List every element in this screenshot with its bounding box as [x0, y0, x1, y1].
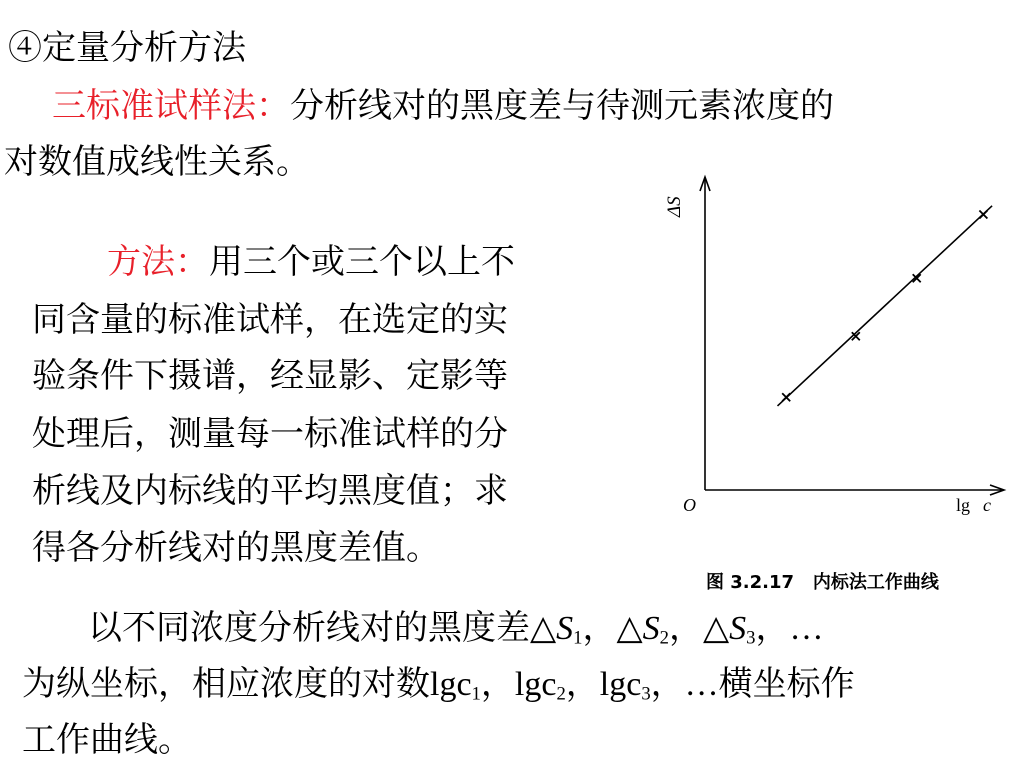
caption-number: 图 3.2.17: [706, 572, 795, 593]
ellipsis-2: …: [684, 666, 719, 703]
method-line-1: [107, 242, 515, 282]
lgc-1: lgc: [430, 666, 472, 703]
intro-text-b: 对数值成线性关系。: [4, 142, 310, 182]
delta-1: △: [530, 608, 557, 648]
sep-1: ，: [582, 608, 617, 648]
bottom-text-2a: 为纵坐标，相应浓度的对数: [22, 664, 430, 704]
method-line-3: [32, 356, 508, 396]
lgc-2: lgc: [514, 666, 557, 703]
method-text-5: 析线及内标线的平均黑度值；求: [32, 471, 508, 511]
s-sub-1: 1: [573, 627, 583, 649]
sep-2: ，: [669, 608, 703, 648]
bottom-text-3: 工作曲线。: [22, 720, 192, 760]
intro-text-a: 分析线对的黑度差与待测元素浓度的: [290, 86, 834, 126]
x-axis-label-main: lg: [956, 495, 971, 515]
y-axis-label: ΔS: [664, 196, 685, 217]
method-label: 方法：: [107, 242, 209, 282]
s-symbol-2: S: [642, 610, 660, 647]
heading: [8, 28, 246, 68]
s-sub-2: 2: [659, 627, 669, 649]
chart-caption: [706, 568, 939, 594]
bottom-line-3: [22, 720, 192, 760]
sep-6: ，: [650, 664, 685, 704]
intro-line-1: [52, 86, 834, 126]
heading-text: ④定量分析方法: [8, 28, 246, 68]
intro-label: 三标准试样法：: [52, 86, 290, 126]
bottom-line-1: [88, 608, 824, 649]
s-sub-3: 3: [746, 627, 756, 649]
bottom-line-2: [22, 664, 855, 705]
method-line-2: [32, 300, 508, 340]
sep-4: ，: [480, 664, 515, 704]
caption-title: 内标法工作曲线: [812, 572, 939, 593]
sep-3: ，: [755, 608, 790, 648]
method-text-6: 得各分析线对的黑度差值。: [32, 528, 440, 568]
s-symbol-3: S: [729, 610, 747, 647]
method-text-3: 验条件下摄谱，经显影、定影等: [32, 356, 508, 396]
lgc-sub-3: 3: [641, 683, 651, 705]
bottom-text-1: 以不同浓度分析线对的黑度差: [88, 608, 530, 648]
x-axis-label-var: c: [983, 495, 991, 515]
method-line-6: [32, 528, 440, 568]
bottom-text-2b: 横坐标作: [718, 664, 855, 704]
lgc-3: lgc: [599, 666, 642, 703]
delta-2: △: [616, 608, 643, 648]
working-curve-chart: [650, 165, 1010, 565]
data-point-1: [782, 393, 790, 401]
lgc-sub-2: 2: [556, 683, 566, 705]
intro-line-2: [4, 142, 310, 182]
fit-line: [778, 206, 993, 406]
data-point-4: [979, 211, 987, 219]
origin-label: O: [683, 495, 696, 515]
method-text-2: 同含量的标准试样，在选定的实: [32, 300, 508, 340]
method-text-4: 处理后，测量每一标准试样的分: [32, 414, 508, 454]
method-line-5: [32, 471, 508, 511]
ellipsis-1: …: [789, 610, 824, 647]
method-text-1: 用三个或三个以上不: [209, 242, 515, 282]
sep-5: ，: [565, 664, 600, 704]
s-symbol-1: S: [556, 610, 574, 647]
delta-3: △: [703, 608, 730, 648]
method-line-4: [32, 414, 508, 454]
lgc-sub-1: 1: [471, 683, 481, 705]
